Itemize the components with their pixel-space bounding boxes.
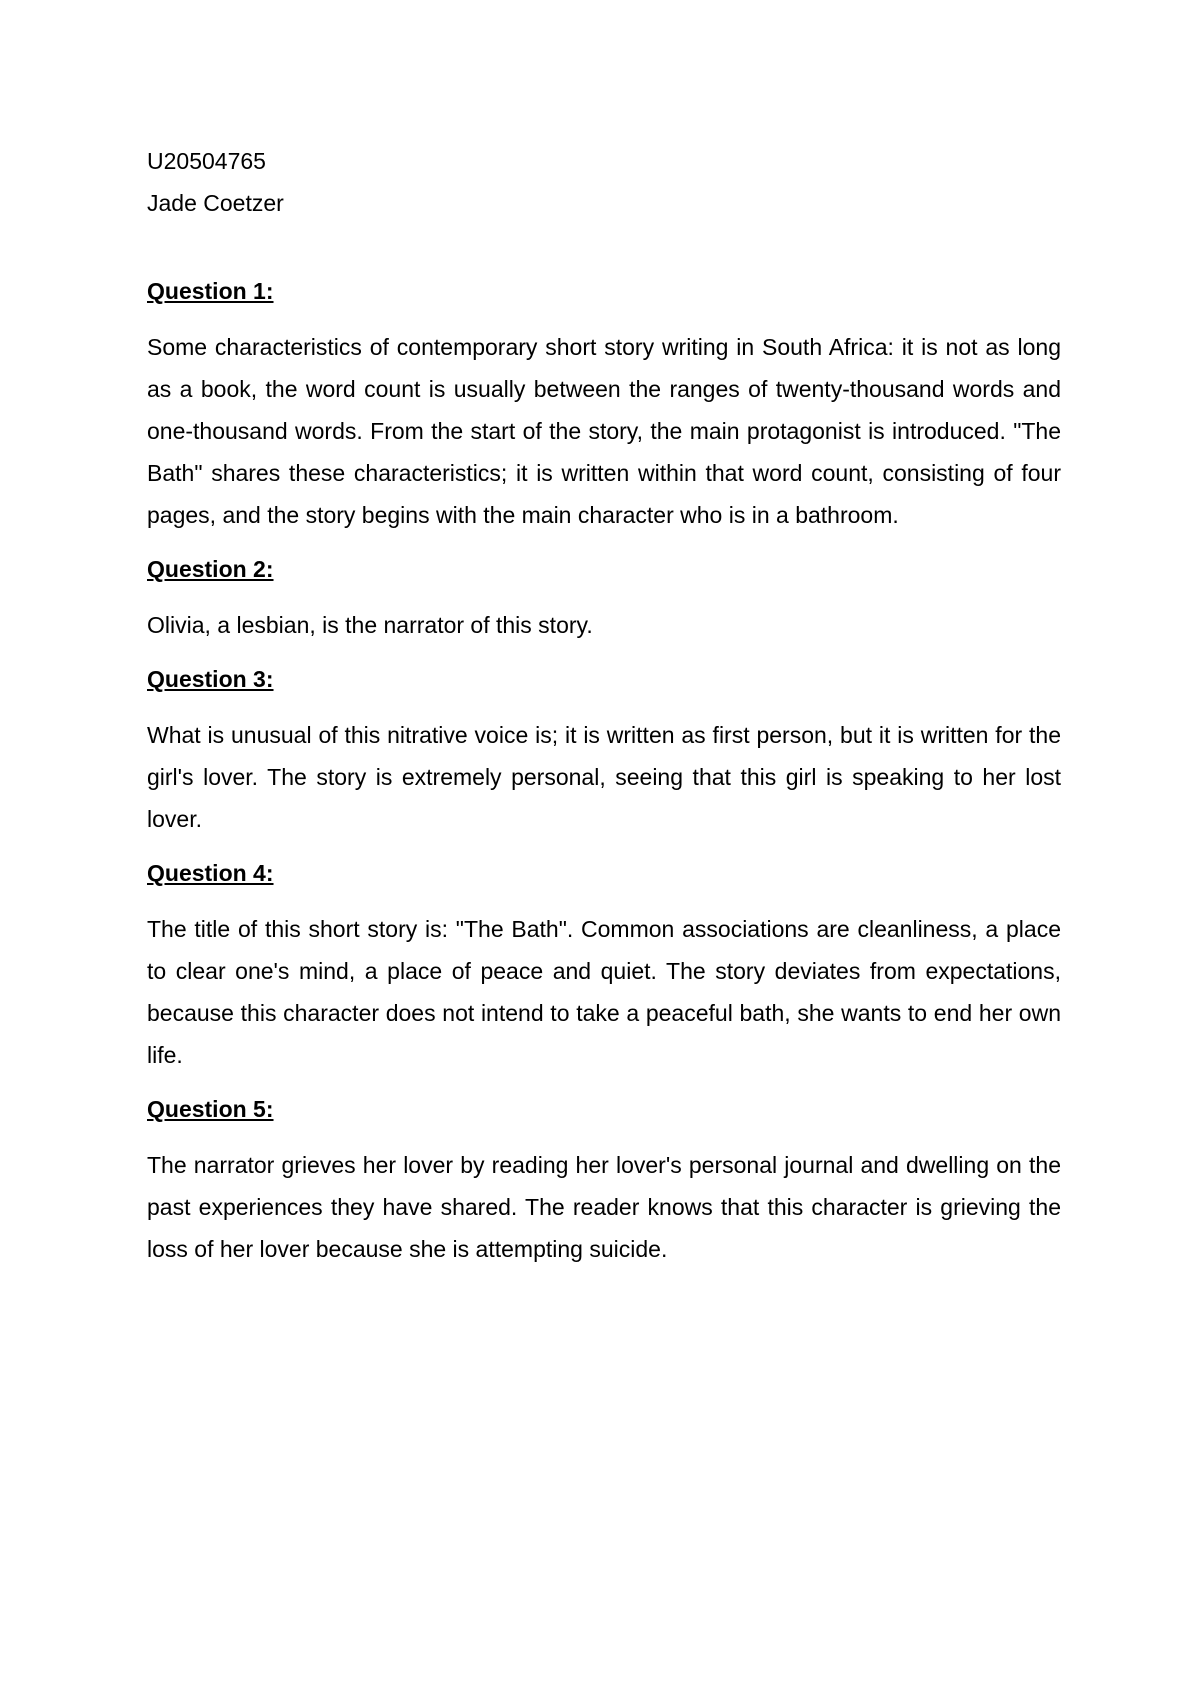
student-name: Jade Coetzer xyxy=(147,190,284,216)
question-heading: Question 4: xyxy=(147,860,274,886)
question-answer: Some characteristics of contemporary short story writing in South Africa: it is not as long as a book, the word count is usually between the ranges of twenty-thousand words and one-thousand words. From the start of the story, the main protagonist is introduced. "The Bath" shares these characteristics; it is written within that word count, consisting of four pages, and the story begins with the main character who is in a bathroom. xyxy=(147,334,1061,528)
question-5 xyxy=(147,1094,1061,1270)
question-answer: What is unusual of this nitrative voice is; it is written as first person, but it is written for the girl's lover. The story is extremely personal, seeing that this girl is speaking to her lost lover. xyxy=(147,722,1061,832)
question-heading: Question 1: xyxy=(147,278,274,304)
question-answer: The narrator grieves her lover by reading her lover's personal journal and dwelling on the past experiences they have shared. The reader knows that this character is grieving the loss of her lover because she is attempting suicide. xyxy=(147,1152,1061,1262)
question-heading: Question 3: xyxy=(147,666,274,692)
question-heading: Question 2: xyxy=(147,556,274,582)
question-3 xyxy=(147,664,1061,840)
student-info xyxy=(147,140,1061,224)
question-1 xyxy=(147,276,1061,536)
student-number: U20504765 xyxy=(147,148,266,174)
question-4 xyxy=(147,858,1061,1076)
question-heading: Question 5: xyxy=(147,1096,274,1122)
document-page xyxy=(147,140,1061,1288)
question-2 xyxy=(147,554,1061,646)
question-answer: The title of this short story is: "The Bath". Common associations are cleanliness, a place to clear one's mind, a place of peace and quiet. The story deviates from expectations, because this character does not intend to take a peaceful bath, she wants to end her own life. xyxy=(147,916,1061,1068)
question-answer: Olivia, a lesbian, is the narrator of this story. xyxy=(147,612,593,638)
